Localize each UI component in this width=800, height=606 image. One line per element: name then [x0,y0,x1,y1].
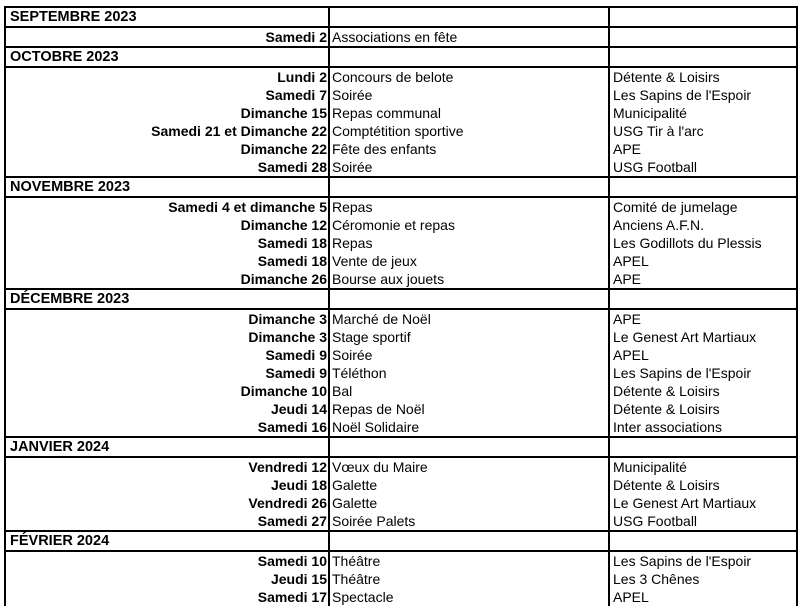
event-date: Jeudi 18 [5,476,329,494]
event-date: Dimanche 26 [5,270,329,289]
month-title: JANVIER 2024 [5,437,329,457]
event-name: Théâtre [329,570,609,588]
event-row [5,309,797,328]
event-name: Noël Solidaire [329,418,609,437]
month-header-blank [329,289,609,309]
month-title: SEPTEMBRE 2023 [5,7,329,27]
month-header-blank [329,531,609,551]
event-row [5,570,797,588]
event-date: Vendredi 12 [5,457,329,476]
event-name: Repas de Noël [329,400,609,418]
event-name: Bal [329,382,609,400]
month-header-blank [609,177,797,197]
event-date: Samedi 9 [5,346,329,364]
event-organizer: USG Football [609,158,797,177]
event-organizer: Anciens A.F.N. [609,216,797,234]
event-row [5,476,797,494]
month-header-row [5,289,797,309]
event-date: Samedi 10 [5,551,329,570]
event-name: Marché de Noël [329,309,609,328]
month-title: FÉVRIER 2024 [5,531,329,551]
month-header-blank [609,437,797,457]
event-date: Samedi 18 [5,252,329,270]
event-organizer: USG Football [609,512,797,531]
event-row [5,27,797,47]
event-row [5,457,797,476]
month-header-blank [329,177,609,197]
event-organizer: Détente & Loisirs [609,67,797,86]
event-organizer: Municipalité [609,104,797,122]
event-name: Fête des enfants [329,140,609,158]
month-header-blank [329,7,609,27]
event-organizer: Inter associations [609,418,797,437]
event-row [5,364,797,382]
event-row [5,234,797,252]
event-organizer: Comité de jumelage [609,197,797,216]
event-date: Jeudi 14 [5,400,329,418]
event-row [5,328,797,346]
event-row [5,346,797,364]
month-title: NOVEMBRE 2023 [5,177,329,197]
event-date: Dimanche 12 [5,216,329,234]
event-name: Bourse aux jouets [329,270,609,289]
event-organizer: Les 3 Chênes [609,570,797,588]
event-date: Dimanche 3 [5,328,329,346]
event-row [5,512,797,531]
month-header-blank [609,531,797,551]
event-name: Vœux du Maire [329,457,609,476]
event-organizer: Détente & Loisirs [609,382,797,400]
event-organizer: Détente & Loisirs [609,400,797,418]
event-organizer: Les Godillots du Plessis [609,234,797,252]
event-organizer: APEL [609,588,797,606]
event-row [5,158,797,177]
event-name: Repas [329,197,609,216]
event-name: Céromonie et repas [329,216,609,234]
event-name: Stage sportif [329,328,609,346]
event-row [5,382,797,400]
month-header-blank [329,437,609,457]
event-organizer: Municipalité [609,457,797,476]
event-row [5,588,797,606]
calendar-body [5,7,797,606]
event-organizer: APE [609,309,797,328]
event-name: Téléthon [329,364,609,382]
event-date: Samedi 7 [5,86,329,104]
event-row [5,140,797,158]
event-organizer: Les Sapins de l'Espoir [609,551,797,570]
event-date: Samedi 17 [5,588,329,606]
event-organizer: APE [609,140,797,158]
event-name: Repas communal [329,104,609,122]
event-name: Théâtre [329,551,609,570]
month-title: OCTOBRE 2023 [5,47,329,67]
event-date: Lundi 2 [5,67,329,86]
event-name: Soirée [329,158,609,177]
event-date: Dimanche 15 [5,104,329,122]
month-header-row [5,531,797,551]
event-calendar-sheet [4,6,796,606]
month-header-blank [609,7,797,27]
event-organizer: APEL [609,252,797,270]
event-row [5,197,797,216]
event-name: Vente de jeux [329,252,609,270]
month-title: DÉCEMBRE 2023 [5,289,329,309]
month-header-blank [609,47,797,67]
event-date: Samedi 28 [5,158,329,177]
event-organizer: USG Tir à l'arc [609,122,797,140]
event-date: Dimanche 3 [5,309,329,328]
event-organizer: Détente & Loisirs [609,476,797,494]
event-name: Repas [329,234,609,252]
event-name: Soirée [329,86,609,104]
month-header-row [5,7,797,27]
event-row [5,67,797,86]
event-organizer [609,27,797,47]
event-row [5,418,797,437]
event-date: Samedi 18 [5,234,329,252]
event-name: Soirée Palets [329,512,609,531]
month-header-row [5,177,797,197]
event-row [5,400,797,418]
event-name: Associations en fête [329,27,609,47]
event-name: Comptétition sportive [329,122,609,140]
event-row [5,494,797,512]
event-row [5,270,797,289]
event-calendar-table [4,6,798,606]
event-row [5,86,797,104]
event-date: Vendredi 26 [5,494,329,512]
event-date: Jeudi 15 [5,570,329,588]
event-organizer: APE [609,270,797,289]
month-header-row [5,437,797,457]
event-name: Galette [329,494,609,512]
event-date: Samedi 16 [5,418,329,437]
event-row [5,216,797,234]
event-row [5,122,797,140]
event-name: Spectacle [329,588,609,606]
event-organizer: Le Genest Art Martiaux [609,328,797,346]
event-name: Soirée [329,346,609,364]
event-organizer: Les Sapins de l'Espoir [609,364,797,382]
event-name: Galette [329,476,609,494]
event-date: Samedi 2 [5,27,329,47]
event-organizer: Les Sapins de l'Espoir [609,86,797,104]
event-date: Samedi 27 [5,512,329,531]
month-header-blank [609,289,797,309]
event-date: Samedi 9 [5,364,329,382]
event-date: Dimanche 22 [5,140,329,158]
event-row [5,551,797,570]
event-row [5,104,797,122]
event-organizer: Le Genest Art Martiaux [609,494,797,512]
event-date: Samedi 21 et Dimanche 22 [5,122,329,140]
event-row [5,252,797,270]
event-organizer: APEL [609,346,797,364]
event-date: Dimanche 10 [5,382,329,400]
event-date: Samedi 4 et dimanche 5 [5,197,329,216]
event-name: Concours de belote [329,67,609,86]
month-header-row [5,47,797,67]
month-header-blank [329,47,609,67]
